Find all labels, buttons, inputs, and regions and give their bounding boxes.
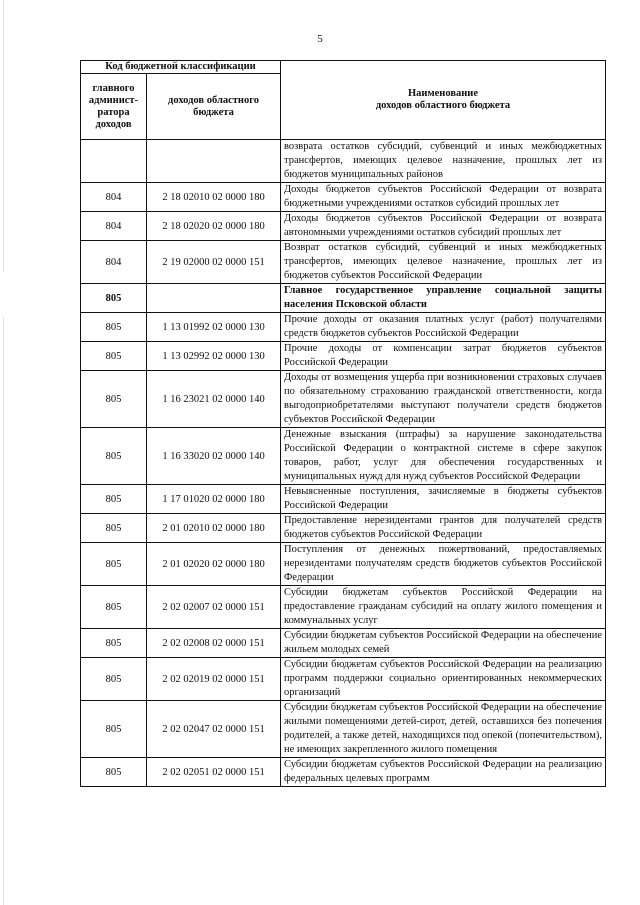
revenue-name-cell: Прочие доходы от компенсации затрат бюджетов субъектов Российской Федерации <box>281 342 606 371</box>
admin-code-cell: 805 <box>81 284 147 313</box>
table-row <box>81 428 606 485</box>
revenue-name-cell: Невыясненные поступления, зачисляемые в бюджеты субъектов Российской Федерации <box>281 485 606 514</box>
admin-code-cell: 804 <box>81 212 147 241</box>
admin-code-cell: 804 <box>81 183 147 212</box>
budget-code-cell: 2 02 02007 02 0000 151 <box>147 586 281 629</box>
admin-code-cell: 804 <box>81 241 147 284</box>
table-row <box>81 284 606 313</box>
table-row <box>81 241 606 284</box>
revenue-name-cell: возврата остатков субсидий, субвенций и иных межбюджетных трансфертов, имеющих целевое назначение, прошлых лет из бюджетов муниципальных районов <box>281 140 606 183</box>
admin-code-cell: 805 <box>81 658 147 701</box>
budget-code-cell: 2 02 02008 02 0000 151 <box>147 629 281 658</box>
header-name <box>281 61 606 140</box>
table-row <box>81 543 606 586</box>
admin-code-cell: 805 <box>81 428 147 485</box>
budget-code-cell: 1 13 02992 02 0000 130 <box>147 342 281 371</box>
table-row <box>81 586 606 629</box>
header-group-title: Код бюджетной классификации <box>81 61 281 74</box>
table-row <box>81 701 606 758</box>
revenue-name-cell: Доходы бюджетов субъектов Российской Федерации от возврата бюджетными учреждениями остатков субсидий прошлых лет <box>281 183 606 212</box>
budget-code-cell: 1 16 23021 02 0000 140 <box>147 371 281 428</box>
header-admin: главного админист-ратора доходов <box>81 74 147 140</box>
table-row <box>81 212 606 241</box>
budget-code-cell: 2 01 02010 02 0000 180 <box>147 514 281 543</box>
page-number: 5 <box>317 33 323 45</box>
budget-code-cell <box>147 140 281 183</box>
table-row <box>81 514 606 543</box>
budget-code-cell: 2 02 02047 02 0000 151 <box>147 701 281 758</box>
revenue-name-cell: Субсидии бюджетам субъектов Российской Федерации на реализацию программ поддержки социально ориентированных некоммерческих организаций <box>281 658 606 701</box>
table-body <box>81 140 606 787</box>
budget-code-cell: 2 01 02020 02 0000 180 <box>147 543 281 586</box>
admin-code-cell: 805 <box>81 586 147 629</box>
table-row <box>81 371 606 428</box>
revenue-name-cell: Главное государственное управление социальной защиты населения Псковской области <box>281 284 606 313</box>
table-row <box>81 629 606 658</box>
admin-code-cell: 805 <box>81 543 147 586</box>
revenue-name-cell: Предоставление нерезидентами грантов для получателей средств бюджетов субъектов Российской Федерации <box>281 514 606 543</box>
admin-code-cell <box>81 140 147 183</box>
admin-code-cell: 805 <box>81 485 147 514</box>
revenue-name-cell: Прочие доходы от оказания платных услуг (работ) получателями средств бюджетов субъектов Российской Федерации <box>281 313 606 342</box>
revenue-name-cell: Субсидии бюджетам субъектов Российской Федерации на обеспечение жильем молодых семей <box>281 629 606 658</box>
header-code: доходов областного бюджета <box>147 74 281 140</box>
table-row <box>81 758 606 787</box>
budget-code-cell <box>147 284 281 313</box>
budget-code-cell: 2 18 02020 02 0000 180 <box>147 212 281 241</box>
table-row <box>81 183 606 212</box>
admin-code-cell: 805 <box>81 371 147 428</box>
header-name-line2: доходов областного бюджета <box>375 100 511 111</box>
table-row <box>81 485 606 514</box>
budget-code-cell: 1 17 01020 02 0000 180 <box>147 485 281 514</box>
budget-code-cell: 2 02 02051 02 0000 151 <box>147 758 281 787</box>
header-name-line1: Наименование <box>408 88 478 99</box>
revenue-name-cell: Субсидии бюджетам субъектов Российской Федерации на предоставление гражданам субсидий на оплату жилого помещения и коммунальных услуг <box>281 586 606 629</box>
table-row <box>81 342 606 371</box>
admin-code-cell: 805 <box>81 313 147 342</box>
revenue-name-cell: Поступления от денежных пожертвований, предоставляемых нерезидентами получателям средств бюджетов субъектов Российской Федерации <box>281 543 606 586</box>
revenue-name-cell: Денежные взыскания (штрафы) за нарушение законодательства Российской Федерации о контрактной системе в сфере закупок товаров, работ, услуг для обеспечения государственных и муниципальных нужд для нужд субъектов Российской Федерации <box>281 428 606 485</box>
scan-edge <box>3 0 4 905</box>
table-row <box>81 140 606 183</box>
budget-classification-table <box>80 60 606 787</box>
admin-code-cell: 805 <box>81 758 147 787</box>
admin-code-cell: 805 <box>81 701 147 758</box>
admin-code-cell: 805 <box>81 514 147 543</box>
budget-code-cell: 1 13 01992 02 0000 130 <box>147 313 281 342</box>
revenue-name-cell: Доходы от возмещения ущерба при возникновении страховых случаев по обязательному страхованию гражданской ответственности, когда выгодоприобретателями выступают получатели средств бюджетов субъектов Российской Федерации <box>281 371 606 428</box>
admin-code-cell: 805 <box>81 342 147 371</box>
budget-code-cell: 1 16 33020 02 0000 140 <box>147 428 281 485</box>
budget-code-cell: 2 19 02000 02 0000 151 <box>147 241 281 284</box>
revenue-name-cell: Доходы бюджетов субъектов Российской Федерации от возврата автономными учреждениями остатков субсидий прошлых лет <box>281 212 606 241</box>
revenue-name-cell: Субсидии бюджетам субъектов Российской Федерации на реализацию федеральных целевых программ <box>281 758 606 787</box>
table-row <box>81 313 606 342</box>
table-row <box>81 658 606 701</box>
revenue-name-cell: Возврат остатков субсидий, субвенций и иных межбюджетных трансфертов, имеющих целевое назначение, прошлых лет из бюджетов субъектов Российской Федерации <box>281 241 606 284</box>
budget-code-cell: 2 18 02010 02 0000 180 <box>147 183 281 212</box>
revenue-name-cell: Субсидии бюджетам субъектов Российской Федерации на обеспечение жилыми помещениями детей-сирот, детей, оставшихся без попечения родителей, а также детей, находящихся под опекой (попечительством), не имеющих закрепленного жилого помещения <box>281 701 606 758</box>
admin-code-cell: 805 <box>81 629 147 658</box>
budget-code-cell: 2 02 02019 02 0000 151 <box>147 658 281 701</box>
